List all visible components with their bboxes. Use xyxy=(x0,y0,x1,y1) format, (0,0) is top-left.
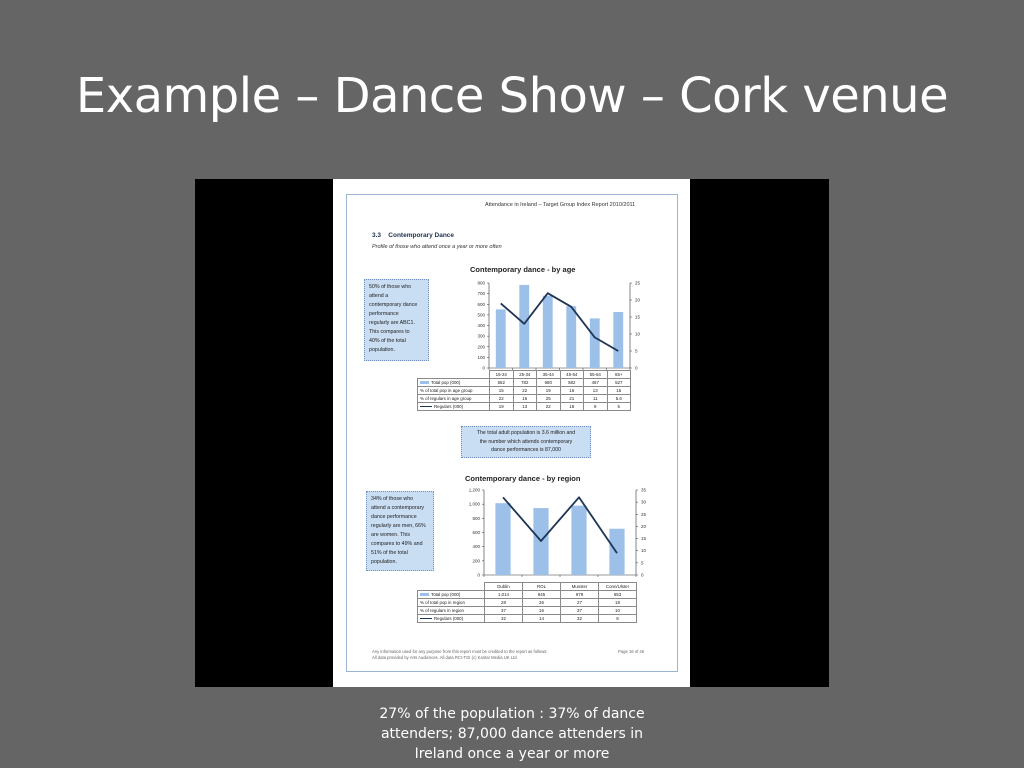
category-label: Dublin xyxy=(485,583,523,591)
callout-line: compares to 49% and xyxy=(371,541,423,547)
category-label: 15-24 xyxy=(490,371,514,379)
bar xyxy=(495,503,510,575)
table-cell: 13 xyxy=(584,387,608,395)
y-left-tick-label: 100 xyxy=(477,354,485,360)
table-cell: 782 xyxy=(513,379,537,387)
y-left-tick-label: 400 xyxy=(477,323,485,328)
table-cell: 9 xyxy=(584,403,608,411)
row-label-text: % of regulars in age group xyxy=(420,396,472,401)
table-cell: 18 xyxy=(599,599,637,607)
callout-line: 50% of those who xyxy=(369,284,412,290)
table-cell: 527 xyxy=(607,379,631,387)
y-left-tick-label: 600 xyxy=(472,530,480,535)
chart-title-region: Contemporary dance - by region xyxy=(465,474,581,483)
y-left-tick-label: 800 xyxy=(477,280,485,286)
y-left-tick-label: 500 xyxy=(477,312,485,318)
table-cell: 11 xyxy=(584,395,608,403)
table-cell: 25 xyxy=(537,395,561,403)
bar xyxy=(571,506,586,575)
callout-line: dance performance xyxy=(371,514,417,520)
row-label xyxy=(418,607,485,615)
y-right-tick-label: 35 xyxy=(641,487,647,493)
chart-title-age: Contemporary dance - by age xyxy=(470,265,576,274)
row-label xyxy=(418,599,485,607)
table-cell: 19 xyxy=(490,403,514,411)
row-label-text: % of total pop in age group xyxy=(420,388,473,393)
row-label-text: % of regulars in region xyxy=(420,608,464,613)
callout-line: 51% of the total xyxy=(371,550,408,556)
y-left-tick-label: 200 xyxy=(477,344,485,350)
y-right-tick-label: 5 xyxy=(641,560,644,566)
callout-line: population. xyxy=(371,559,397,565)
category-label: 35-44 xyxy=(537,371,561,379)
table-cell: 15 xyxy=(607,387,631,395)
callout-line: 40% of the total xyxy=(369,338,406,344)
y-right-tick-label: 10 xyxy=(641,548,647,554)
callout-line: attend a xyxy=(369,293,389,299)
row-label-text: Regulars (000) xyxy=(434,404,464,409)
table-cell: 979 xyxy=(561,591,599,599)
table-cell: 945 xyxy=(523,591,561,599)
slide-caption: 27% of the population : 37% of dance attenders; 87,000 dance attenders in Ireland once a year or more xyxy=(379,706,645,762)
y-right-tick-label: 0 xyxy=(635,365,638,371)
table-cell: 467 xyxy=(584,379,608,387)
y-left-tick-label: 300 xyxy=(477,333,485,339)
section-title: Contemporary Dance xyxy=(388,232,455,239)
section-subtitle: Profile of those who attend once a year or more often xyxy=(372,244,502,250)
table-cell: 32 xyxy=(485,615,523,623)
y-right-tick-label: 25 xyxy=(635,280,641,286)
category-label: 65+ xyxy=(607,371,631,379)
callout-line: regularly are men, 66% xyxy=(371,523,426,529)
y-left-tick-label: 0 xyxy=(477,572,480,578)
legend-bar-swatch xyxy=(420,593,429,596)
regulars-line xyxy=(503,497,617,553)
table-cell: 1,014 xyxy=(485,591,523,599)
table-row xyxy=(418,615,637,623)
y-left-tick-label: 1,200 xyxy=(468,487,480,493)
table-cell: 680 xyxy=(537,379,561,387)
row-label xyxy=(418,591,485,599)
table-header-row xyxy=(418,583,637,591)
row-label-text: Total pop (000) xyxy=(431,380,461,385)
table-cell: 14 xyxy=(523,615,561,623)
table-row xyxy=(418,591,637,599)
table-cell: 32 xyxy=(561,615,599,623)
info-line: dance performances is 87,000 xyxy=(491,447,561,453)
callout-line: are women. This xyxy=(371,532,411,538)
table-cell: 37 xyxy=(561,607,599,615)
row-label-text: Regulars (000) xyxy=(434,616,464,621)
category-label: ROL xyxy=(523,583,561,591)
footer-line: Any information used for any purpose from this report must be credited to the report as follows: xyxy=(372,649,548,654)
table-cell: 10 xyxy=(599,607,637,615)
region-data-table xyxy=(417,582,637,623)
y-left-tick-label: 600 xyxy=(477,301,485,307)
section-number: 3.3 xyxy=(372,232,382,239)
table-cell: 21 xyxy=(560,395,584,403)
callout-line: population. xyxy=(369,347,395,353)
table-row xyxy=(418,599,637,607)
y-right-tick-label: 20 xyxy=(635,297,641,303)
table-cell: 5 xyxy=(607,403,631,411)
y-right-tick-label: 30 xyxy=(641,499,647,505)
slide-title: Example – Dance Show – Cork venue xyxy=(75,68,949,124)
callout-line: This compares to xyxy=(369,329,410,335)
table-cell: 22 xyxy=(537,403,561,411)
y-left-tick-label: 400 xyxy=(472,544,480,550)
table-cell: 27 xyxy=(561,599,599,607)
page-number: Page 16 of 46 xyxy=(618,649,645,654)
table-cell: 37 xyxy=(485,607,523,615)
table-cell: 653 xyxy=(599,591,637,599)
table-cell: 9 xyxy=(599,615,637,623)
callout-line: 34% of those who xyxy=(371,496,414,502)
table-cell: 26 xyxy=(523,599,561,607)
y-left-tick-label: 0 xyxy=(482,365,485,371)
table-corner xyxy=(418,583,485,591)
y-right-tick-label: 15 xyxy=(635,314,641,320)
y-right-tick-label: 20 xyxy=(641,523,647,529)
table-cell: 5.6 xyxy=(607,395,631,403)
y-left-tick-label: 700 xyxy=(477,291,485,297)
report-header: Attendance in Ireland – Target Group Index Report 2010/2011 xyxy=(485,202,636,208)
table-row xyxy=(418,607,637,615)
table-cell: 552 xyxy=(490,379,514,387)
y-right-tick-label: 15 xyxy=(641,536,647,542)
row-label-text: Total pop (000) xyxy=(431,592,461,597)
callout-line: regularly are ABC1. xyxy=(369,320,415,326)
table-cell: 15 xyxy=(490,387,514,395)
y-right-tick-label: 5 xyxy=(635,348,638,354)
category-label: 45-54 xyxy=(560,371,584,379)
category-label: 25-34 xyxy=(513,371,537,379)
table-cell: 18 xyxy=(560,403,584,411)
row-label-text: % of total pop in region xyxy=(420,600,465,605)
callout-line: performance xyxy=(369,311,399,317)
info-line: the number which attends contemporary xyxy=(479,438,573,445)
callout-line: contemporary dance xyxy=(369,302,418,308)
category-label: Munster xyxy=(561,583,599,591)
table-cell: 28 xyxy=(485,599,523,607)
table-cell: 582 xyxy=(560,379,584,387)
footer-line: All data provided by Arts Audiences. All data RCI-TGI (c) Kantar Media UK Ltd. xyxy=(372,655,518,660)
table-cell: 16 xyxy=(513,395,537,403)
table-cell: 16 xyxy=(560,387,584,395)
y-left-tick-label: 200 xyxy=(472,558,480,564)
category-label: Conn/Ulster xyxy=(599,583,637,591)
y-right-tick-label: 0 xyxy=(641,572,644,578)
y-right-tick-label: 25 xyxy=(641,511,647,517)
category-label: 55-64 xyxy=(584,371,608,379)
y-left-tick-label: 800 xyxy=(472,515,480,521)
callout-line: attend a contemporary xyxy=(371,505,424,511)
legend-line-swatch xyxy=(420,618,432,619)
table-cell: 22 xyxy=(513,387,537,395)
table-cell: 22 xyxy=(490,395,514,403)
table-cell: 19 xyxy=(537,387,561,395)
table-cell: 16 xyxy=(523,607,561,615)
y-left-tick-label: 1,000 xyxy=(468,501,480,507)
info-line: The total adult population is 3.6 million and xyxy=(476,430,576,436)
row-label xyxy=(418,615,485,623)
y-right-tick-label: 10 xyxy=(635,331,641,337)
report-footer xyxy=(372,649,548,661)
table-cell: 13 xyxy=(513,403,537,411)
